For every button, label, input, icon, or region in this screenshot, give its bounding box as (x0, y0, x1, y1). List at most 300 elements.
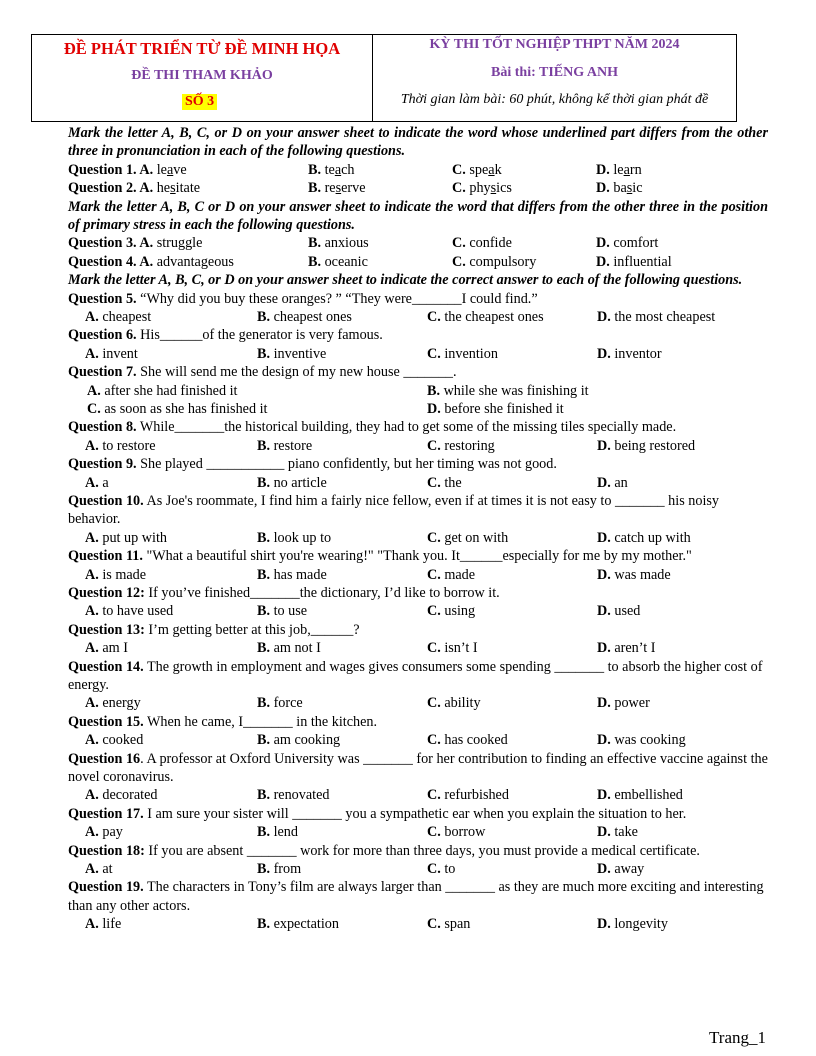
option-text: before she finished it (440, 400, 564, 417)
option-c (427, 308, 544, 326)
option-text: a (98, 474, 109, 491)
option-c (427, 566, 475, 584)
option-text: the (440, 474, 462, 491)
option-letter: B. (308, 253, 325, 270)
option-letter: A. (139, 161, 157, 178)
option-text: has cooked (440, 732, 508, 749)
option-text: at (98, 860, 113, 877)
options-row (68, 529, 768, 547)
option-d (596, 161, 642, 179)
option-letter: B. (257, 603, 271, 620)
instruction-stress: Mark the letter A, B, C or D on your answer sheet to indicate the word that differs from the other three in the position of primary stress in each the following questions. (68, 198, 768, 233)
options-row (68, 345, 768, 363)
option-c (427, 529, 508, 547)
option-letter: D. (596, 235, 614, 252)
option-text: to (440, 860, 456, 877)
options-row (68, 731, 768, 749)
question-text: "What a beautiful shirt you're wearing!" "Thank you. It______especially for me by my mother." (142, 548, 692, 565)
option-letter: B. (257, 566, 271, 583)
option-text: used (610, 603, 641, 620)
option-text: erve (341, 180, 366, 197)
option-text: ics (496, 180, 512, 197)
option-text: expectation (270, 916, 339, 933)
option-text: am cooking (270, 732, 341, 749)
option-a (85, 860, 113, 878)
option-a (85, 694, 141, 712)
question-stem (68, 842, 768, 860)
option-letter: B. (257, 860, 271, 877)
question-label: Question 18: (68, 842, 145, 859)
question-label: Question 1. (68, 161, 140, 178)
question-stem (68, 658, 768, 695)
question-label: Question 4. (68, 253, 140, 270)
option-text: lend (270, 824, 298, 841)
option-a (85, 566, 146, 584)
option-letter: D. (596, 253, 614, 270)
option-letter: D. (596, 161, 614, 178)
option-d (597, 308, 715, 326)
option-c (452, 161, 502, 179)
option-a (85, 437, 156, 455)
option-letter: A. (139, 253, 157, 270)
option-letter: A. (85, 474, 99, 491)
option-a (87, 382, 238, 400)
option-letter: A. (85, 860, 99, 877)
option-text: spe (469, 161, 489, 178)
option-letter: D. (427, 400, 441, 417)
option-text: was cooking (610, 732, 686, 749)
option-letter: C. (427, 437, 441, 454)
option-letter: B. (257, 345, 271, 362)
option-d (427, 400, 564, 418)
option-text: to use (270, 603, 308, 620)
exam-subject: Bài thi: TIẾNG ANH (491, 65, 618, 80)
question-label: Question 12: (68, 584, 145, 601)
option-b (308, 253, 368, 271)
underlined-part: s (170, 180, 176, 197)
options-row (68, 437, 768, 455)
option-text: inventive (270, 345, 327, 362)
option-text: span (440, 916, 471, 933)
option-text: was made (610, 566, 671, 583)
option-text: using (440, 603, 476, 620)
option-letter: B. (257, 437, 271, 454)
option-a (68, 161, 187, 179)
option-letter: C. (427, 529, 441, 546)
instruction-pronunciation: Mark the letter A, B, C, or D on your answer sheet to indicate the word whose underlined part differs from the other three in pronunciation in each of the following questions. (68, 125, 768, 160)
option-text: confide (469, 235, 512, 252)
exam-title: ĐỀ PHÁT TRIỂN TỪ ĐỀ MINH HỌA (63, 39, 341, 58)
option-text: ability (440, 695, 481, 712)
option-text: put up with (98, 529, 167, 546)
option-text: k (494, 161, 502, 178)
option-b (257, 474, 327, 492)
options-row (68, 308, 768, 326)
option-text: ch (341, 161, 355, 178)
option-letter: B. (257, 732, 271, 749)
options-row (68, 786, 768, 804)
option-text: am not I (270, 640, 321, 657)
option-letter: B. (427, 382, 441, 399)
question-stem (68, 290, 768, 308)
options-row (68, 474, 768, 492)
option-d (597, 639, 655, 657)
question-text: I’m getting better at this job,______? (144, 621, 360, 638)
option-text: ic (632, 180, 643, 197)
option-text: le (156, 161, 167, 178)
option-text: an (610, 474, 628, 491)
option-letter: D. (597, 860, 611, 877)
option-text: the most cheapest (610, 309, 716, 325)
question-stem (68, 418, 768, 436)
question-label: Question 9. (68, 456, 137, 473)
option-letter: B. (308, 161, 325, 178)
option-b (257, 860, 301, 878)
option-text: while she was finishing it (440, 382, 589, 399)
option-letter: A. (85, 309, 99, 325)
option-letter: B. (257, 529, 271, 546)
option-b (257, 731, 340, 749)
option-c (427, 860, 455, 878)
option-text: renovated (270, 787, 330, 804)
option-text: itate (175, 180, 201, 197)
option-text: cooked (98, 732, 144, 749)
option-letter: D. (597, 474, 611, 491)
question-label: Question 16 (68, 750, 141, 767)
option-letter: C. (427, 860, 441, 877)
option-text: catch up with (610, 529, 691, 546)
option-letter: A. (85, 345, 99, 362)
question-text: If you’ve finished_______the dictionary, I’d like to borrow it. (144, 584, 500, 601)
option-a (68, 234, 202, 252)
underlined-part: s (626, 180, 633, 197)
option-c (427, 345, 498, 363)
option-b (427, 382, 589, 400)
option-text: after she had finished it (100, 382, 238, 399)
option-text: rn (629, 161, 642, 178)
option-letter: A. (85, 603, 99, 620)
option-text: look up to (270, 529, 332, 546)
question-stem (68, 805, 768, 823)
option-letter: D. (597, 566, 611, 583)
option-c (427, 915, 470, 933)
option-letter: B. (257, 640, 271, 657)
option-d (597, 345, 662, 363)
option-a (85, 474, 109, 492)
question-text: When he came, I_______ in the kitchen. (143, 713, 378, 730)
option-b (257, 823, 298, 841)
option-text: anxious (324, 235, 369, 252)
option-letter: C. (427, 474, 441, 491)
options-row (68, 400, 768, 418)
option-c (427, 602, 475, 620)
option-b (257, 602, 307, 620)
option-c (427, 694, 481, 712)
underlined-part: a (623, 161, 630, 178)
option-letter: D. (597, 916, 611, 933)
option-text: aren’t I (610, 640, 656, 657)
option-letter: C. (452, 161, 470, 178)
option-d (597, 474, 628, 492)
option-a (85, 345, 138, 363)
option-text: get on with (440, 529, 509, 546)
question-row (68, 161, 768, 179)
option-letter: C. (452, 253, 470, 270)
question-label: Question 17. (68, 805, 144, 822)
option-letter: D. (597, 345, 611, 362)
options-row (68, 566, 768, 584)
option-text: energy (98, 695, 141, 712)
option-d (596, 253, 672, 271)
option-letter: C. (452, 180, 470, 197)
option-letter: B. (257, 695, 271, 712)
option-letter: D. (597, 603, 611, 620)
option-d (597, 437, 695, 455)
question-stem (68, 584, 768, 602)
option-letter: D. (597, 640, 611, 657)
question-stem (68, 621, 768, 639)
options-row (68, 860, 768, 878)
option-text: influential (613, 253, 672, 270)
exam-content (68, 124, 768, 934)
options-row (68, 823, 768, 841)
option-b (257, 786, 330, 804)
option-c (427, 437, 495, 455)
option-letter: C. (87, 400, 101, 417)
underlined-part: a (166, 161, 174, 178)
option-d (596, 179, 643, 197)
option-c (452, 253, 536, 271)
option-d (597, 731, 686, 749)
option-letter: B. (257, 309, 271, 325)
option-c (452, 179, 512, 197)
option-b (257, 915, 339, 933)
option-text: ba (613, 180, 627, 197)
option-text: longevity (610, 916, 668, 933)
option-letter: A. (85, 529, 99, 546)
option-c (427, 823, 485, 841)
option-text: struggle (156, 235, 203, 252)
underlined-part: s (490, 180, 497, 197)
option-a (85, 308, 151, 326)
option-text: embellished (610, 787, 683, 804)
option-a (85, 731, 143, 749)
question-label: Question 19. (68, 879, 144, 896)
option-a (68, 253, 234, 271)
option-letter: C. (427, 787, 441, 804)
option-letter: A. (85, 916, 99, 933)
question-label: Question 14. (68, 658, 144, 675)
option-text: compulsory (469, 253, 537, 270)
option-text: comfort (613, 235, 659, 252)
option-d (597, 915, 668, 933)
option-c (87, 400, 267, 418)
question-row (68, 179, 768, 197)
header-left (32, 35, 373, 121)
option-b (308, 179, 366, 197)
option-letter: D. (596, 180, 614, 197)
option-letter: D. (597, 529, 611, 546)
option-c (452, 234, 512, 252)
question-label: Question 15. (68, 713, 144, 730)
option-text: oceanic (324, 253, 368, 270)
option-letter: A. (85, 824, 99, 841)
question-text: . A professor at Oxford University was _______ for her contribution to finding an effective vaccine against the novel coronavirus. (68, 750, 768, 785)
option-text: re (324, 180, 336, 197)
question-text: The growth in employment and wages gives consumers some spending _______ to absorb the higher cost of energy. (68, 658, 763, 693)
option-c (427, 786, 509, 804)
option-text: the cheapest ones (440, 309, 544, 325)
option-b (257, 639, 321, 657)
option-text: made (440, 566, 476, 583)
underlined-part: s (335, 180, 342, 197)
option-text: advantageous (156, 253, 234, 270)
question-stem (68, 878, 768, 915)
question-stem (68, 363, 768, 381)
question-text: “Why did you buy these oranges? ” “They were_______I could find.” (136, 290, 538, 307)
option-a (85, 602, 173, 620)
question-label: Question 8. (68, 419, 137, 436)
option-letter: D. (597, 824, 611, 841)
options-row (68, 694, 768, 712)
option-text: cheapest (98, 309, 152, 325)
option-text: away (610, 860, 645, 877)
question-row (68, 234, 768, 252)
option-letter: D. (597, 787, 611, 804)
option-letter: B. (308, 180, 325, 197)
option-text: life (98, 916, 122, 933)
option-letter: C. (427, 345, 441, 362)
option-b (257, 566, 327, 584)
question-stem (68, 547, 768, 565)
option-a (85, 823, 123, 841)
page-number: Trang_1 (709, 1028, 766, 1047)
options-row (68, 639, 768, 657)
question-stem (68, 750, 768, 787)
option-letter: A. (85, 566, 99, 583)
option-letter: A. (139, 180, 157, 197)
option-letter: D. (597, 437, 611, 454)
option-d (597, 566, 671, 584)
question-label: Question 3. (68, 235, 140, 252)
underlined-part: a (488, 161, 495, 178)
question-text: While_______the historical building, they had to get some of the missing tiles specially made. (136, 419, 677, 436)
instruction-correct-answer: Mark the letter A, B, C, or D on your answer sheet to indicate the correct answer to each of the following questions. (68, 272, 743, 289)
underlined-part: a (334, 161, 342, 178)
option-text: borrow (440, 824, 486, 841)
option-letter: A. (139, 235, 157, 252)
option-letter: C. (427, 603, 441, 620)
option-letter: A. (85, 640, 99, 657)
option-letter: A. (85, 695, 99, 712)
option-b (308, 234, 369, 252)
option-d (597, 860, 644, 878)
option-text: being restored (610, 437, 696, 454)
options-row (68, 382, 768, 400)
option-letter: C. (427, 309, 441, 325)
header-right (373, 35, 736, 121)
option-letter: B. (257, 787, 271, 804)
option-text: decorated (98, 787, 158, 804)
option-text: refurbished (440, 787, 509, 804)
question-text: The characters in Tony’s film are always larger than _______ as they are much more exciting and interesting than any other actors. (68, 879, 764, 914)
option-text: te (324, 161, 335, 178)
exam-number: SỐ 3 (182, 94, 217, 110)
question-text: She played ___________ piano confidently, but her timing was not good. (136, 456, 557, 473)
options-row (68, 915, 768, 933)
option-b (257, 308, 352, 326)
option-text: take (610, 824, 638, 841)
option-d (596, 234, 658, 252)
option-letter: C. (427, 916, 441, 933)
question-row (68, 253, 768, 271)
option-text: le (613, 161, 624, 178)
question-label: Question 5. (68, 290, 137, 307)
question-label: Question 13: (68, 621, 145, 638)
question-label: Question 6. (68, 327, 137, 344)
exam-header (31, 34, 737, 122)
option-text: restore (270, 437, 313, 454)
option-text: am I (98, 640, 128, 657)
option-b (257, 694, 303, 712)
option-text: invent (98, 345, 138, 362)
option-b (257, 345, 326, 363)
option-letter: C. (452, 235, 470, 252)
option-text: ve (173, 161, 187, 178)
option-text: cheapest ones (270, 309, 352, 325)
question-label: Question 7. (68, 364, 137, 381)
question-stem (68, 326, 768, 344)
option-letter: C. (427, 640, 441, 657)
question-stem (68, 492, 768, 529)
option-a (85, 529, 167, 547)
option-text: invention (440, 345, 498, 362)
question-text: As Joe's roommate, I find him a fairly nice fellow, even if at times it is not easy to _______ his noisy behavior. (68, 492, 720, 528)
option-letter: A. (85, 732, 99, 749)
option-text: he (156, 180, 171, 197)
option-text: from (270, 860, 302, 877)
option-text: as soon as she has finished it (100, 400, 268, 417)
option-text: inventor (610, 345, 662, 362)
option-b (257, 437, 312, 455)
option-text: power (610, 695, 650, 712)
option-letter: B. (257, 824, 271, 841)
question-text: She will send me the design of my new house _______. (136, 364, 457, 381)
option-c (427, 731, 508, 749)
option-text: pay (98, 824, 123, 841)
option-b (257, 529, 331, 547)
question-label: Question 10. (68, 492, 144, 509)
option-text: is made (98, 566, 147, 583)
question-label: Question 11. (68, 548, 143, 565)
exam-time: Thời gian làm bài: 60 phút, không kể thời gian phát đề (400, 92, 709, 107)
option-b (308, 161, 355, 179)
option-letter: C. (427, 566, 441, 583)
option-d (597, 529, 691, 547)
option-a (85, 915, 121, 933)
option-letter: D. (597, 695, 611, 712)
exam-subtitle: ĐỀ THI THAM KHẢO (131, 68, 273, 83)
exam-name: KỲ THI TỐT NGHIỆP THPT NĂM 2024 (429, 37, 680, 52)
question-text: If you are absent _______ work for more than three days, you must provide a medical certificate. (144, 842, 700, 859)
option-c (427, 474, 462, 492)
option-letter: A. (87, 382, 101, 399)
option-letter: C. (427, 695, 441, 712)
option-letter: D. (597, 732, 611, 749)
option-letter: C. (427, 732, 441, 749)
option-text: isn’t I (440, 640, 478, 657)
option-text: to restore (98, 437, 156, 454)
